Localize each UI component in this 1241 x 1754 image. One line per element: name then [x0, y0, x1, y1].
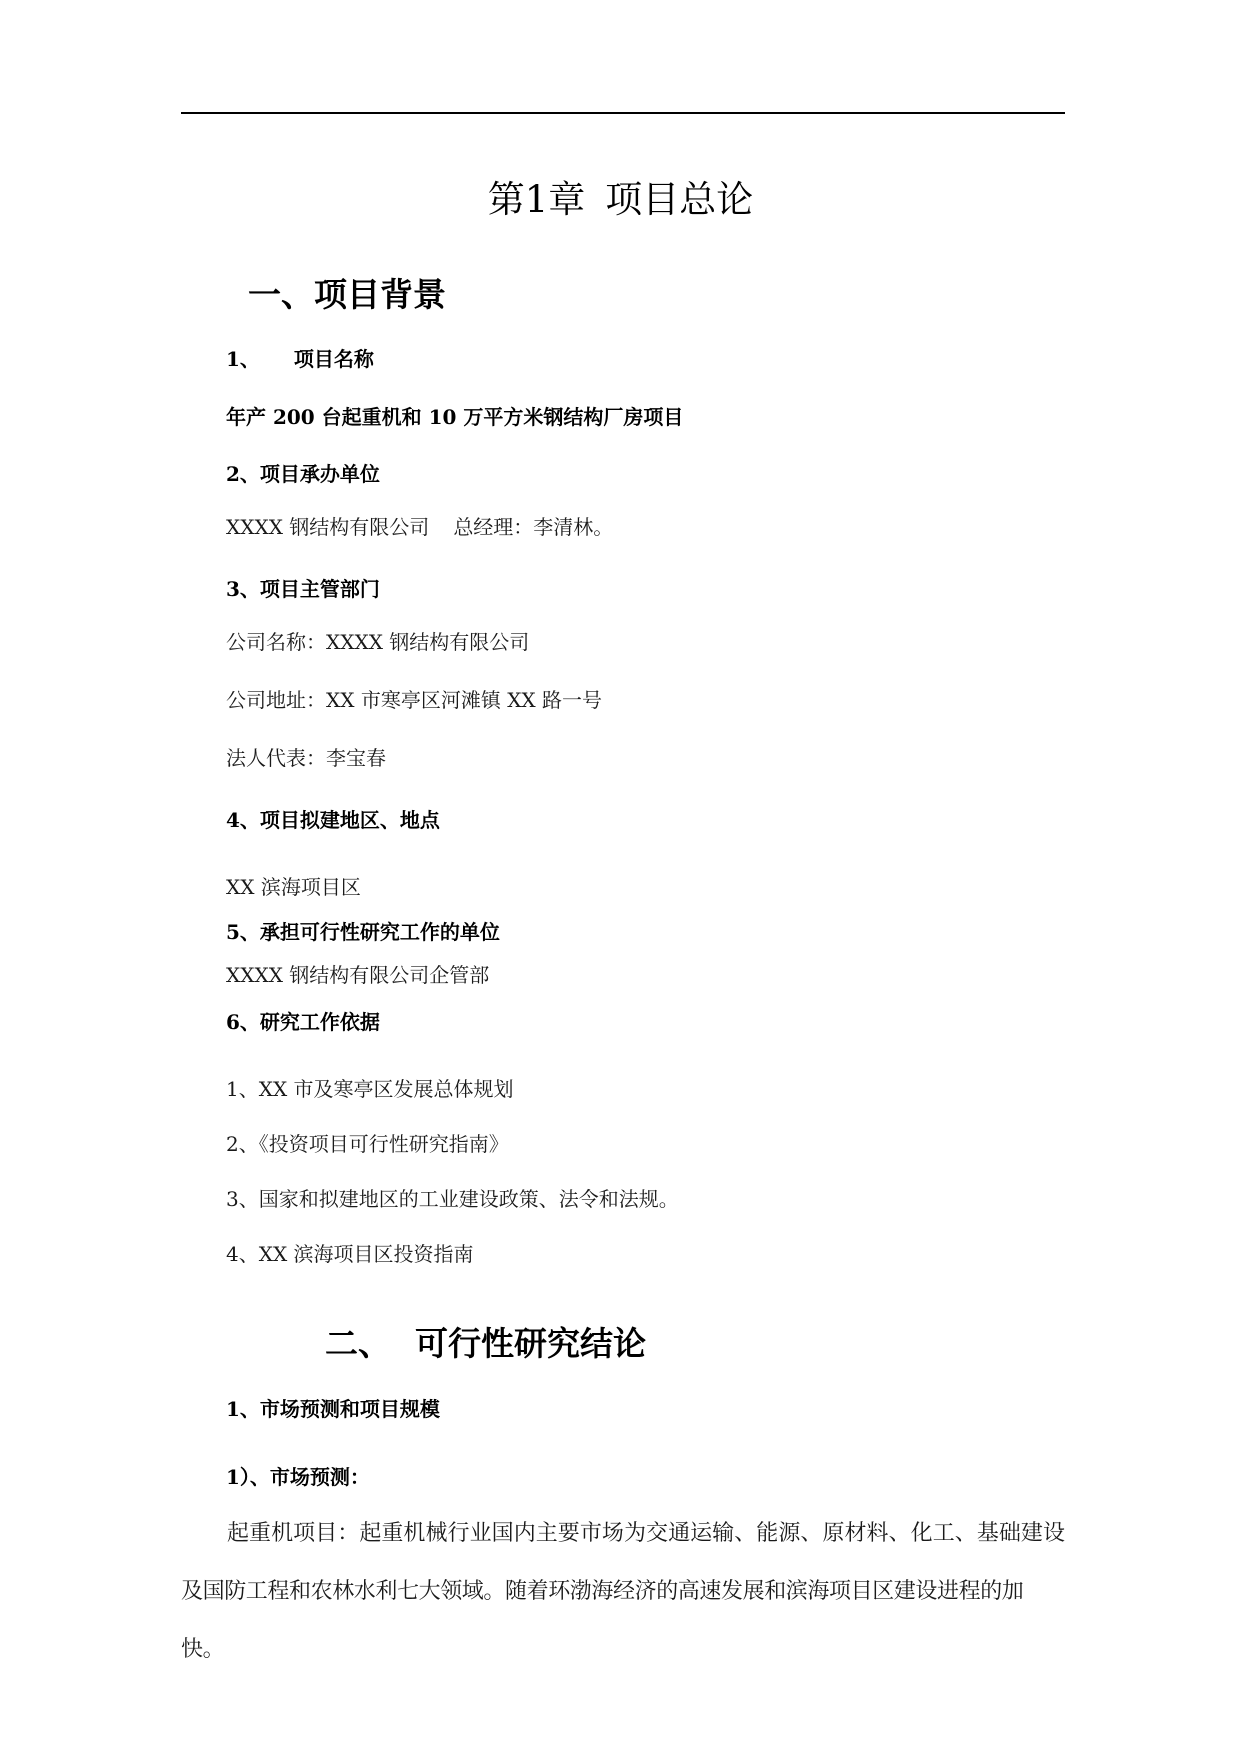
section-number: 二、 — [325, 1324, 391, 1363]
company-address: 公司地址：XX 市寒亭区河滩镇 XX 路一号 — [226, 688, 603, 712]
location-value: XX 滨海项目区 — [226, 875, 361, 899]
general-manager: 总经理：李清林。 — [453, 515, 614, 539]
header-rule — [181, 112, 1065, 114]
section-title: 可行性研究结论 — [415, 1324, 646, 1363]
market-forecast-paragraph — [181, 1505, 1065, 1679]
host-unit-value — [226, 515, 613, 539]
item-research-basis-label: 6、研究工作依据 — [226, 1010, 380, 1034]
subsection-market-forecast: 1）、市场预测： — [226, 1465, 370, 1489]
basis-item: 2、《投资项目可行性研究指南》 — [226, 1132, 509, 1156]
chapter-name: 项目总论 — [605, 178, 754, 221]
subsection-market-scale: 1、市场预测和项目规模 — [226, 1397, 440, 1421]
chapter-number: 第1章 — [487, 178, 586, 221]
item-label: 项目名称 — [293, 347, 374, 371]
item-research-unit-label: 5、承担可行性研究工作的单位 — [226, 920, 500, 944]
section-heading-project-background: 一、项目背景 — [248, 275, 446, 314]
paragraph-line: 及国防工程和农林水利七大领域。随着环渤海经济的高速发展和滨海项目区建设进程的加快。 — [181, 1579, 1024, 1662]
legal-representative: 法人代表：李宝春 — [226, 746, 386, 770]
item-location-label: 4、项目拟建地区、地点 — [226, 808, 440, 832]
section-heading-feasibility-conclusion — [325, 1324, 646, 1364]
chapter-title — [0, 178, 1241, 222]
item-number: 1、 — [226, 347, 260, 371]
host-company: XXXX 钢结构有限公司 — [226, 515, 430, 539]
paragraph-line: 起重机项目：起重机械行业国内主要市场为交通运输、能源、原材料、化工、基础建设 — [227, 1521, 1065, 1546]
project-name-value: 年产 200 台起重机和 10 万平方米钢结构厂房项目 — [226, 405, 684, 429]
item-host-unit-label: 2、项目承办单位 — [226, 462, 380, 486]
company-name: 公司名称：XXXX 钢结构有限公司 — [226, 630, 530, 654]
research-unit-value: XXXX 钢结构有限公司企管部 — [226, 963, 490, 987]
item-authority-label: 3、项目主管部门 — [226, 577, 380, 601]
basis-item: 3、国家和拟建地区的工业建设政策、法令和法规。 — [226, 1187, 679, 1211]
basis-item: 4、XX 滨海项目区投资指南 — [226, 1242, 474, 1266]
item-project-name-label — [226, 347, 374, 371]
basis-item: 1、XX 市及寒亭区发展总体规划 — [226, 1077, 514, 1101]
